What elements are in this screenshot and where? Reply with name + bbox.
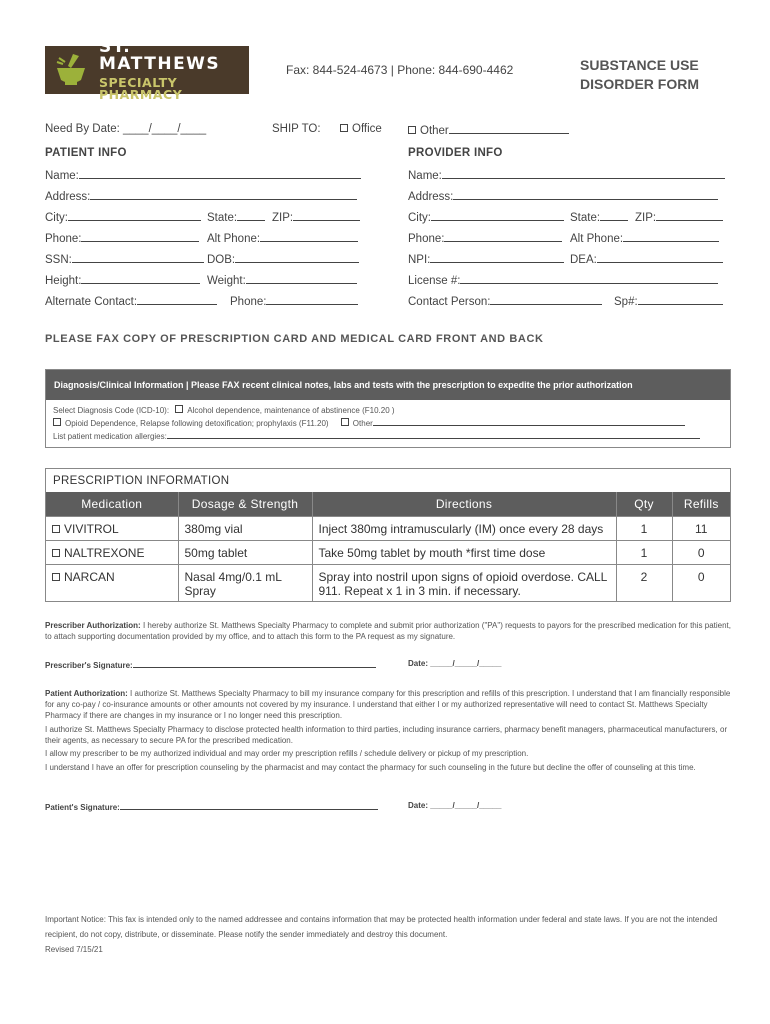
provider-zip-label: ZIP:: [635, 212, 657, 224]
office-checkbox[interactable]: [340, 124, 348, 132]
patient-signature-field[interactable]: [45, 801, 378, 812]
patient-city-field[interactable]: [45, 210, 201, 224]
table-row: [46, 564, 730, 601]
provider-alt-phone-field[interactable]: [570, 231, 719, 245]
directions-cell: Spray into nostril upon signs of opioid overdose. CALL 911. Repeat x 1 in 3 min. if necessary.: [312, 564, 616, 601]
col-medication: Medication: [46, 492, 178, 516]
pharmacy-logo: [45, 36, 249, 102]
table-row: [46, 540, 730, 564]
dosage-cell: 50mg tablet: [178, 540, 312, 564]
medication-name: NARCAN: [64, 569, 115, 584]
provider-contact-person-line[interactable]: [490, 294, 602, 305]
patient-state-line[interactable]: [237, 210, 265, 221]
naltrexone-checkbox[interactable]: [52, 549, 60, 557]
diagnosis-other-label: Other: [352, 419, 373, 428]
patient-height-field[interactable]: [45, 273, 200, 287]
table-row: [46, 516, 730, 540]
patient-authorization: [45, 688, 731, 721]
prescriber-date-field[interactable]: [408, 659, 501, 668]
diagnosis-opioid-row: [53, 418, 685, 428]
diagnosis-code-row: [53, 405, 395, 415]
patient-contact-phone-field[interactable]: [230, 294, 358, 308]
patient-dob-line[interactable]: [235, 252, 359, 263]
provider-address-field[interactable]: [408, 189, 718, 203]
patient-contact-phone-label: Phone:: [230, 296, 267, 308]
diagnosis-select-label: Select Diagnosis Code (ICD-10):: [53, 406, 170, 415]
provider-license-line[interactable]: [460, 273, 718, 284]
patient-auth-label: Patient Authorization:: [45, 689, 128, 698]
ship-to-label: SHIP TO:: [272, 123, 321, 135]
patient-phone-line[interactable]: [81, 231, 199, 242]
prescriber-auth-label: Prescriber Authorization:: [45, 621, 141, 630]
patient-alt-contact-line[interactable]: [137, 294, 217, 305]
patient-auth-paragraph3: I allow my prescriber to be my authorized individual and may order my prescription refills / schedule delivery or pickup of my prescription.: [45, 749, 529, 758]
diagnosis-section: [45, 369, 731, 448]
provider-license-field[interactable]: [408, 273, 718, 287]
provider-phone-line[interactable]: [444, 231, 562, 242]
provider-phone-label: Phone:: [408, 233, 445, 245]
patient-state-field[interactable]: [207, 210, 265, 224]
logo-line2: SPECIALTY PHARMACY: [99, 74, 183, 102]
patient-city-label: City:: [45, 212, 68, 224]
refills-cell: 0: [672, 564, 730, 601]
patient-auth-paragraph2: I authorize St. Matthews Specialty Pharmacy to disclose protected health information to third parties, including insurance carriers, pharmacy benefit managers, pharmaceutical manufacturers, or their agents, as necessary to secure PA for the prescribed medication.: [45, 725, 728, 745]
patient-dob-label: DOB:: [207, 254, 236, 266]
office-label: Office: [352, 123, 382, 135]
provider-city-label: City:: [408, 212, 431, 224]
other-label: Other: [420, 125, 449, 137]
provider-npi-label: NPI:: [408, 254, 431, 266]
allergies-row[interactable]: [53, 431, 700, 441]
patient-date-label: Date:: [408, 801, 429, 810]
prescriber-date-label: Date:: [408, 659, 429, 668]
other-checkbox[interactable]: [408, 126, 416, 134]
qty-cell: 1: [616, 516, 672, 540]
alcohol-dependence-label: Alcohol dependence, maintenance of abstinence (F10.20 ): [187, 406, 395, 415]
prescription-header-row: [46, 492, 730, 516]
qty-cell: 1: [616, 540, 672, 564]
provider-alt-phone-line[interactable]: [623, 231, 719, 242]
provider-dea-line[interactable]: [597, 252, 723, 263]
patient-weight-label: Weight:: [207, 275, 246, 287]
provider-contact-person-field[interactable]: [408, 294, 602, 308]
patient-state-label: State:: [207, 212, 238, 224]
provider-sp-line[interactable]: [638, 294, 723, 305]
patient-phone-field[interactable]: [45, 231, 199, 245]
col-directions: Directions: [312, 492, 616, 516]
other-line[interactable]: [449, 123, 569, 134]
patient-auth-text1: I authorize St. Matthews Specialty Pharmacy to bill my insurance company for this prescription and refills of this prescription. I understand that I am financially responsible for any co-pay / co-insurance amounts or other amounts not covered by my insurance. I understand that either I or my authorized representative will need to contact St. Matthews Specialty Pharmacy if there are changes in my insurance or I no longer need this prescription.: [45, 689, 731, 720]
need-by-date-field[interactable]: Need By Date: ____/____/____: [45, 123, 207, 135]
provider-contact-person-label: Contact Person:: [408, 296, 491, 308]
refills-cell: 11: [672, 516, 730, 540]
patient-alt-contact-label: Alternate Contact:: [45, 296, 138, 308]
ship-office-option[interactable]: [340, 123, 382, 135]
provider-phone-field[interactable]: [408, 231, 562, 245]
directions-cell: Take 50mg tablet by mouth *first time dose: [312, 540, 616, 564]
patient-address-line[interactable]: [90, 189, 357, 200]
ship-other-option[interactable]: [408, 123, 569, 137]
patient-name-line[interactable]: [79, 168, 361, 179]
prescriber-auth-text: I hereby authorize St. Matthews Specialty Pharmacy to complete and submit prior authorization ("PA") requests to payors for the prescribed medication for this patient, to attach supporting documentation provided by my office, and to attach this form to the PA request as my signature.: [45, 621, 731, 641]
revised-date: Revised 7/15/21: [45, 945, 103, 954]
prescriber-signature-label: Prescriber's Signature:: [45, 661, 133, 670]
fax-notice: PLEASE FAX COPY OF PRESCRIPTION CARD AND MEDICAL CARD FRONT AND BACK: [45, 333, 544, 345]
provider-address-label: Address:: [408, 191, 454, 203]
diagnosis-other-checkbox[interactable]: [341, 418, 349, 426]
dosage-cell: 380mg vial: [178, 516, 312, 540]
provider-city-field[interactable]: [408, 210, 564, 224]
patient-name-label: Name:: [45, 170, 79, 182]
medication-cell[interactable]: [46, 516, 178, 540]
prescriber-date-blank[interactable]: _____/_____/_____: [430, 659, 502, 668]
patient-date-field[interactable]: [408, 801, 501, 810]
important-notice: Important Notice: This fax is intended only to the named addressee and contains information that may be protected health information under federal and state laws. If you are not the intended recipient, do not copy, distribute, or disseminate. Please notify the sender immediately and destroy this document.: [45, 915, 718, 939]
patient-height-label: Height:: [45, 275, 82, 287]
patient-zip-field[interactable]: [272, 210, 360, 224]
refills-cell: 0: [672, 540, 730, 564]
provider-city-line[interactable]: [431, 210, 564, 221]
provider-npi-line[interactable]: [430, 252, 564, 263]
patient-signature-line[interactable]: [120, 801, 378, 810]
patient-signature-label: Patient's Signature:: [45, 803, 120, 812]
patient-weight-line[interactable]: [246, 273, 357, 284]
opioid-dependence-checkbox[interactable]: [53, 418, 61, 426]
provider-address-line[interactable]: [453, 189, 718, 200]
medication-cell[interactable]: [46, 540, 178, 564]
allergies-line[interactable]: [167, 431, 700, 439]
logo-line1: ST. MATTHEWS: [99, 36, 221, 74]
patient-alt-phone-line[interactable]: [260, 231, 358, 242]
provider-npi-field[interactable]: [408, 252, 564, 266]
provider-name-label: Name:: [408, 170, 442, 182]
narcan-checkbox[interactable]: [52, 573, 60, 581]
alcohol-dependence-checkbox[interactable]: [175, 405, 183, 413]
dosage-cell: Nasal 4mg/0.1 mL Spray: [178, 564, 312, 601]
provider-zip-field[interactable]: [635, 210, 723, 224]
provider-state-line[interactable]: [600, 210, 628, 221]
patient-address-label: Address:: [45, 191, 91, 203]
provider-name-field[interactable]: [408, 168, 725, 182]
contact-info: Fax: 844-524-4673 | Phone: 844-690-4462: [286, 63, 514, 77]
patient-city-line[interactable]: [68, 210, 201, 221]
provider-sp-field[interactable]: [614, 294, 723, 308]
prescription-table: [46, 492, 730, 601]
col-dosage: Dosage & Strength: [178, 492, 312, 516]
medication-name: NALTREXONE: [64, 545, 145, 560]
patient-date-blank[interactable]: _____/_____/_____: [430, 801, 502, 810]
provider-sp-label: Sp#:: [614, 296, 638, 308]
patient-weight-field[interactable]: [207, 273, 357, 287]
patient-dob-field[interactable]: [207, 252, 359, 266]
patient-name-field[interactable]: [45, 168, 361, 182]
provider-state-label: State:: [570, 212, 601, 224]
provider-state-field[interactable]: [570, 210, 628, 224]
allergies-label: List patient medication allergies:: [53, 432, 167, 441]
patient-alt-phone-field[interactable]: [207, 231, 358, 245]
patient-info-title: PATIENT INFO: [45, 147, 127, 159]
diagnosis-other-line[interactable]: [373, 418, 685, 426]
provider-name-line[interactable]: [442, 168, 725, 179]
patient-alt-phone-label: Alt Phone:: [207, 233, 261, 245]
prescriber-signature-field[interactable]: [45, 659, 376, 670]
patient-auth-paragraph4: I understand I have an offer for prescription counseling by the pharmacist and may contact the pharmacy for such counseling in the future but decline the offer of counseling at this time.: [45, 763, 696, 772]
diagnosis-header: Diagnosis/Clinical Information | Please FAX recent clinical notes, labs and tests with the prescription to expedite the prior authorization: [46, 370, 730, 400]
mortar-pestle-icon: [51, 50, 91, 90]
prescriber-signature-line[interactable]: [133, 659, 376, 668]
form-title-line1: SUBSTANCE USE: [580, 57, 699, 73]
opioid-dependence-label: Opioid Dependence, Relapse following detoxification; prophylaxis (F11.20): [65, 419, 329, 428]
prescription-section: [45, 468, 731, 602]
patient-phone-label: Phone:: [45, 233, 82, 245]
patient-contact-phone-line[interactable]: [266, 294, 358, 305]
patient-ssn-field[interactable]: [45, 252, 204, 266]
provider-info-title: PROVIDER INFO: [408, 147, 503, 159]
prescription-title: PRESCRIPTION INFORMATION: [53, 474, 230, 487]
patient-ssn-label: SSN:: [45, 254, 72, 266]
provider-zip-line[interactable]: [656, 210, 723, 221]
form-title-line2: DISORDER FORM: [580, 76, 699, 92]
patient-address-field[interactable]: [45, 189, 357, 203]
patient-alt-contact-field[interactable]: [45, 294, 217, 308]
patient-height-line[interactable]: [81, 273, 200, 284]
col-qty: Qty: [616, 492, 672, 516]
provider-license-label: License #:: [408, 275, 461, 287]
provider-dea-label: DEA:: [570, 254, 597, 266]
medication-cell[interactable]: [46, 564, 178, 601]
patient-ssn-line[interactable]: [72, 252, 204, 263]
medication-name: VIVITROL: [64, 521, 119, 536]
directions-cell: Inject 380mg intramuscularly (IM) once every 28 days: [312, 516, 616, 540]
prescriber-authorization: [45, 620, 731, 642]
provider-dea-field[interactable]: [570, 252, 723, 266]
provider-alt-phone-label: Alt Phone:: [570, 233, 624, 245]
form-title: [580, 56, 699, 94]
vivitrol-checkbox[interactable]: [52, 525, 60, 533]
patient-zip-label: ZIP:: [272, 212, 294, 224]
patient-zip-line[interactable]: [293, 210, 360, 221]
qty-cell: 2: [616, 564, 672, 601]
col-refills: Refills: [672, 492, 730, 516]
